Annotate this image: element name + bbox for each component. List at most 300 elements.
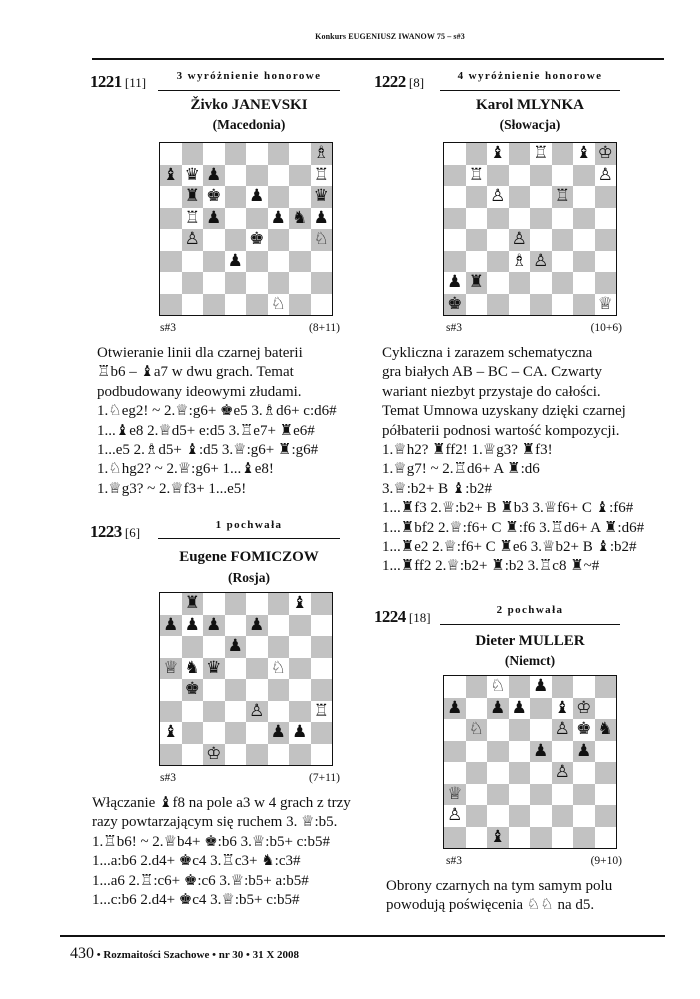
board-square — [509, 698, 531, 720]
board-square — [225, 615, 247, 637]
white-rook-icon: ♖ — [184, 207, 200, 228]
board-square — [509, 229, 531, 251]
award-rule — [158, 90, 340, 91]
black-bishop-icon: ♝ — [490, 143, 506, 164]
board-square — [444, 784, 466, 806]
black-pawn-icon: ♟ — [249, 186, 265, 207]
board-square — [595, 186, 617, 208]
board-square — [203, 208, 225, 230]
white-pawn-icon: ♙ — [249, 700, 265, 721]
board-square — [552, 698, 574, 720]
board-square — [595, 251, 617, 273]
board-square — [466, 165, 488, 187]
black-pawn-icon: ♟ — [270, 722, 286, 743]
board-square — [311, 615, 333, 637]
problem-number: 1224 [18] — [374, 607, 431, 626]
author-country: (Niemct) — [504, 653, 556, 668]
board-square — [246, 593, 268, 615]
board-square — [268, 658, 290, 680]
board-square — [203, 186, 225, 208]
board-square — [573, 741, 595, 763]
board-square — [203, 229, 225, 251]
board-square — [530, 143, 552, 165]
board-square — [182, 272, 204, 294]
board-square — [595, 762, 617, 784]
board-square — [573, 208, 595, 230]
text-line: 1...♝e8 2.♕d5+ e:d5 3.♖e7+ ♜e6# — [97, 422, 315, 439]
board-square — [530, 229, 552, 251]
board-square — [311, 165, 333, 187]
board-square — [160, 722, 182, 744]
board-square — [289, 229, 311, 251]
black-pawn-icon: ♟ — [206, 207, 222, 228]
black-pawn-icon: ♟ — [533, 740, 549, 761]
board-square — [595, 805, 617, 827]
chess-board — [443, 675, 617, 849]
board-square — [530, 784, 552, 806]
board-square — [311, 294, 333, 316]
board-square — [203, 165, 225, 187]
black-pawn-icon: ♟ — [227, 250, 243, 271]
text-line: Otwieranie linii dla czarnej baterii — [97, 345, 303, 361]
board-square — [289, 615, 311, 637]
board-square — [246, 722, 268, 744]
white-queen-icon: ♕ — [447, 783, 463, 804]
board-square — [466, 741, 488, 763]
white-pawn-icon: ♙ — [554, 762, 570, 783]
board-square — [530, 741, 552, 763]
author-country: (Macedonia) — [212, 117, 286, 132]
board-square — [203, 251, 225, 273]
text-line: 1.♖b6! ~ 2.♕b4+ ♚:b6 3.♕:b5+ c:b5# — [92, 833, 330, 850]
board-square — [289, 272, 311, 294]
black-pawn-icon: ♟ — [249, 614, 265, 635]
board-square — [246, 636, 268, 658]
board-square — [289, 251, 311, 273]
board-square — [573, 165, 595, 187]
board-square — [552, 827, 574, 849]
board-square — [509, 805, 531, 827]
board-square — [160, 701, 182, 723]
white-pawn-icon: ♙ — [447, 805, 463, 826]
board-square — [530, 698, 552, 720]
black-pawn-icon: ♟ — [533, 676, 549, 697]
black-pawn-icon: ♟ — [313, 207, 329, 228]
board-square — [444, 165, 466, 187]
board-square — [552, 294, 574, 316]
white-rook-icon: ♖ — [533, 143, 549, 164]
board-square — [160, 636, 182, 658]
board-square — [225, 658, 247, 680]
black-pawn-icon: ♟ — [447, 697, 463, 718]
material-count: (9+10) — [590, 855, 622, 867]
black-king-icon: ♚ — [206, 186, 222, 207]
stipulation: s#3 — [160, 322, 176, 334]
board-square — [466, 272, 488, 294]
white-knight-icon: ♘ — [270, 293, 286, 314]
black-king-icon: ♚ — [184, 679, 200, 700]
board-square — [268, 165, 290, 187]
text-line: 1.♘hg2? ~ 2.♕:g6+ 1...♝e8! — [97, 461, 274, 478]
white-rook-icon: ♖ — [313, 164, 329, 185]
board-square — [487, 805, 509, 827]
board-square — [444, 762, 466, 784]
award-rule — [158, 538, 340, 539]
board-square — [160, 229, 182, 251]
board-square — [182, 722, 204, 744]
board-square — [203, 722, 225, 744]
board-square — [289, 722, 311, 744]
white-rook-icon: ♖ — [468, 164, 484, 185]
white-knight-icon: ♘ — [313, 229, 329, 250]
white-knight-icon: ♘ — [270, 657, 286, 678]
board-square — [487, 186, 509, 208]
text-line: półbaterii podnosi wartość kompozycji. — [382, 422, 620, 439]
board-square — [509, 143, 531, 165]
stipulation: s#3 — [160, 772, 176, 784]
board-square — [246, 294, 268, 316]
white-king-icon: ♔ — [206, 743, 222, 764]
black-pawn-icon: ♟ — [184, 614, 200, 635]
board-square — [246, 143, 268, 165]
board-square — [487, 762, 509, 784]
board-square — [289, 294, 311, 316]
author-name: Eugene FOMICZOW — [179, 549, 319, 565]
board-square — [203, 294, 225, 316]
board-square — [552, 762, 574, 784]
board-square — [487, 741, 509, 763]
board-square — [311, 272, 333, 294]
board-square — [311, 679, 333, 701]
board-square — [509, 165, 531, 187]
board-square — [311, 229, 333, 251]
author-name: Karol MLYNKA — [476, 97, 584, 113]
board-square — [268, 208, 290, 230]
board-square — [595, 784, 617, 806]
board-square — [268, 272, 290, 294]
header-rule — [92, 58, 664, 60]
board-square — [530, 208, 552, 230]
board-square — [160, 186, 182, 208]
white-knight-icon: ♘ — [468, 719, 484, 740]
board-square — [160, 208, 182, 230]
black-bishop-icon: ♝ — [163, 722, 179, 743]
board-square — [182, 251, 204, 273]
board-square — [203, 701, 225, 723]
board-square — [509, 272, 531, 294]
board-square — [289, 165, 311, 187]
board-square — [311, 744, 333, 766]
board-square — [203, 272, 225, 294]
board-square — [289, 186, 311, 208]
board-square — [552, 143, 574, 165]
board-square — [466, 186, 488, 208]
board-square — [225, 251, 247, 273]
material-count: (10+6) — [590, 322, 622, 334]
white-pawn-icon: ♙ — [533, 250, 549, 271]
board-square — [509, 208, 531, 230]
board-square — [311, 722, 333, 744]
board-square — [530, 827, 552, 849]
text-line: powodują poświęcenia ♘♘ na d5. — [386, 897, 595, 914]
white-bishop-icon: ♗ — [313, 143, 329, 164]
board-square — [311, 143, 333, 165]
board-square — [203, 744, 225, 766]
board-square — [487, 229, 509, 251]
board-square — [444, 208, 466, 230]
board-square — [466, 784, 488, 806]
board-square — [203, 593, 225, 615]
board-square — [552, 741, 574, 763]
board-square — [268, 679, 290, 701]
black-queen-icon: ♛ — [206, 657, 222, 678]
board-square — [311, 208, 333, 230]
board-square — [444, 741, 466, 763]
board-square — [466, 294, 488, 316]
board-square — [225, 593, 247, 615]
board-square — [225, 722, 247, 744]
board-square — [509, 762, 531, 784]
board-square — [289, 593, 311, 615]
board-square — [246, 229, 268, 251]
black-pawn-icon: ♟ — [490, 697, 506, 718]
black-bishop-icon: ♝ — [576, 143, 592, 164]
award-title: 4 wyróżnienie honorowe — [457, 70, 603, 82]
board-square — [182, 593, 204, 615]
stipulation: s#3 — [446, 322, 462, 334]
black-king-icon: ♚ — [576, 719, 592, 740]
text-line: Cykliczna i zarazem schematyczna — [382, 345, 593, 361]
solution-text — [97, 344, 337, 499]
black-pawn-icon: ♟ — [511, 697, 527, 718]
board-square — [246, 251, 268, 273]
material-count: (7+11) — [309, 772, 340, 784]
board-square — [311, 701, 333, 723]
board-square — [203, 636, 225, 658]
board-square — [268, 143, 290, 165]
problem-meta — [446, 855, 622, 867]
board-square — [552, 186, 574, 208]
text-line: 1...c:b6 2.d4+ ♚c4 3.♕:b5+ c:b5# — [92, 891, 300, 908]
problem-number: 1222 [8] — [374, 72, 425, 91]
black-queen-icon: ♛ — [184, 164, 200, 185]
board-square — [466, 805, 488, 827]
board-square — [595, 741, 617, 763]
board-square — [160, 251, 182, 273]
board-square — [466, 676, 488, 698]
board-square — [552, 165, 574, 187]
board-square — [225, 679, 247, 701]
board-square — [268, 186, 290, 208]
board-square — [530, 805, 552, 827]
black-pawn-icon: ♟ — [163, 614, 179, 635]
board-square — [444, 272, 466, 294]
board-square — [509, 294, 531, 316]
board-square — [487, 208, 509, 230]
board-square — [268, 593, 290, 615]
board-square — [595, 272, 617, 294]
board-square — [573, 784, 595, 806]
chess-board — [443, 142, 617, 316]
board-square — [444, 805, 466, 827]
problem-number: 1223 [6] — [90, 522, 141, 541]
board-square — [530, 676, 552, 698]
board-square — [573, 272, 595, 294]
board-square — [573, 294, 595, 316]
board-square — [246, 272, 268, 294]
board-square — [487, 676, 509, 698]
author-country: (Rosja) — [228, 570, 270, 585]
text-line: 1.♕g7! ~ 2.♖d6+ A ♜:d6 — [382, 461, 540, 478]
board-square — [573, 698, 595, 720]
text-line: 1...♜bf2 2.♕:f6+ C ♜:f6 3.♖d6+ A ♜:d6# — [382, 519, 645, 536]
board-square — [466, 698, 488, 720]
text-line: Temat Umnowa uzyskany dzięki czarnej — [382, 403, 626, 420]
text-line: gra białych AB – BC – CA. Czwarty — [382, 364, 602, 381]
board-square — [444, 251, 466, 273]
board-square — [225, 744, 247, 766]
board-square — [530, 762, 552, 784]
board-square — [182, 165, 204, 187]
board-square — [573, 229, 595, 251]
board-square — [268, 294, 290, 316]
board-square — [311, 251, 333, 273]
board-square — [509, 741, 531, 763]
black-king-icon: ♚ — [447, 293, 463, 314]
board-square — [573, 719, 595, 741]
board-square — [444, 719, 466, 741]
board-square — [246, 744, 268, 766]
white-rook-icon: ♖ — [554, 186, 570, 207]
board-square — [487, 719, 509, 741]
award-rule — [440, 624, 620, 625]
black-rook-icon: ♜ — [184, 186, 200, 207]
board-square — [530, 272, 552, 294]
white-pawn-icon: ♙ — [490, 186, 506, 207]
board-square — [182, 143, 204, 165]
board-square — [182, 679, 204, 701]
black-queen-icon: ♛ — [313, 186, 329, 207]
board-square — [444, 294, 466, 316]
board-square — [311, 593, 333, 615]
board-square — [530, 251, 552, 273]
board-square — [487, 784, 509, 806]
board-square — [530, 719, 552, 741]
text-line: Włączanie ♝f8 na pole a3 w 4 grach z trzy — [92, 795, 351, 811]
solution-text — [92, 794, 351, 910]
text-line: Obrony czarnych na tym samym polu — [386, 878, 613, 894]
board-square — [595, 143, 617, 165]
black-bishop-icon: ♝ — [292, 593, 308, 614]
board-square — [466, 143, 488, 165]
board-square — [573, 762, 595, 784]
board-square — [246, 208, 268, 230]
board-square — [289, 658, 311, 680]
board-square — [552, 229, 574, 251]
chess-board — [159, 592, 333, 766]
board-square — [444, 143, 466, 165]
board-square — [160, 593, 182, 615]
board-square — [444, 676, 466, 698]
board-square — [225, 186, 247, 208]
white-queen-icon: ♕ — [163, 657, 179, 678]
white-pawn-icon: ♙ — [597, 164, 613, 185]
board-square — [160, 615, 182, 637]
black-rook-icon: ♜ — [468, 272, 484, 293]
white-knight-icon: ♘ — [490, 676, 506, 697]
award-title: 1 pochwała — [215, 519, 283, 531]
board-square — [160, 272, 182, 294]
board-square — [552, 272, 574, 294]
board-square — [182, 744, 204, 766]
text-line: 3.♕:b2+ B ♝:b2# — [382, 480, 492, 497]
board-square — [182, 229, 204, 251]
board-square — [573, 676, 595, 698]
black-knight-icon: ♞ — [597, 719, 613, 740]
board-square — [160, 143, 182, 165]
problem-number: 1221 [11] — [90, 72, 147, 91]
board-square — [246, 165, 268, 187]
page-number: 430 — [70, 945, 94, 962]
board-square — [530, 294, 552, 316]
board-square — [268, 615, 290, 637]
board-square — [225, 229, 247, 251]
text-line: 1.♕g3? ~ 2.♕f3+ 1...e5! — [97, 480, 247, 497]
text-line: wariant niezbyt przystaje do całości. — [382, 383, 601, 400]
board-square — [595, 294, 617, 316]
black-pawn-icon: ♟ — [292, 722, 308, 743]
board-square — [246, 186, 268, 208]
board-square — [573, 805, 595, 827]
board-square — [595, 719, 617, 741]
board-square — [595, 208, 617, 230]
board-square — [487, 294, 509, 316]
board-square — [530, 165, 552, 187]
board-square — [182, 658, 204, 680]
board-square — [444, 698, 466, 720]
board-square — [246, 701, 268, 723]
black-king-icon: ♚ — [249, 229, 265, 250]
board-square — [595, 229, 617, 251]
board-square — [552, 784, 574, 806]
board-square — [160, 744, 182, 766]
board-square — [289, 208, 311, 230]
black-pawn-icon: ♟ — [206, 164, 222, 185]
author-name: Živko JANEVSKI — [190, 97, 308, 113]
board-square — [552, 208, 574, 230]
board-square — [225, 165, 247, 187]
board-square — [487, 165, 509, 187]
board-square — [487, 272, 509, 294]
award-rule — [440, 90, 620, 91]
black-pawn-icon: ♟ — [576, 740, 592, 761]
board-square — [573, 251, 595, 273]
board-square — [289, 701, 311, 723]
text-line: 1...a6 2.♖:c6+ ♚:c6 3.♕:b5+ a:b5# — [92, 872, 309, 889]
board-square — [509, 827, 531, 849]
text-line: 1...♜f3 2.♕:b2+ B ♜b3 3.♕f6+ C ♝:f6# — [382, 500, 634, 517]
text-line: 1.♕h2? ♜ff2! 1.♕g3? ♜f3! — [382, 441, 553, 458]
board-square — [160, 165, 182, 187]
black-pawn-icon: ♟ — [447, 272, 463, 293]
page-header: Konkurs EUGENIUSZ IWANOW 75 – s#3 — [315, 32, 465, 41]
board-square — [182, 615, 204, 637]
board-square — [573, 186, 595, 208]
white-king-icon: ♔ — [597, 143, 613, 164]
board-square — [552, 805, 574, 827]
board-square — [225, 208, 247, 230]
black-rook-icon: ♜ — [184, 593, 200, 614]
